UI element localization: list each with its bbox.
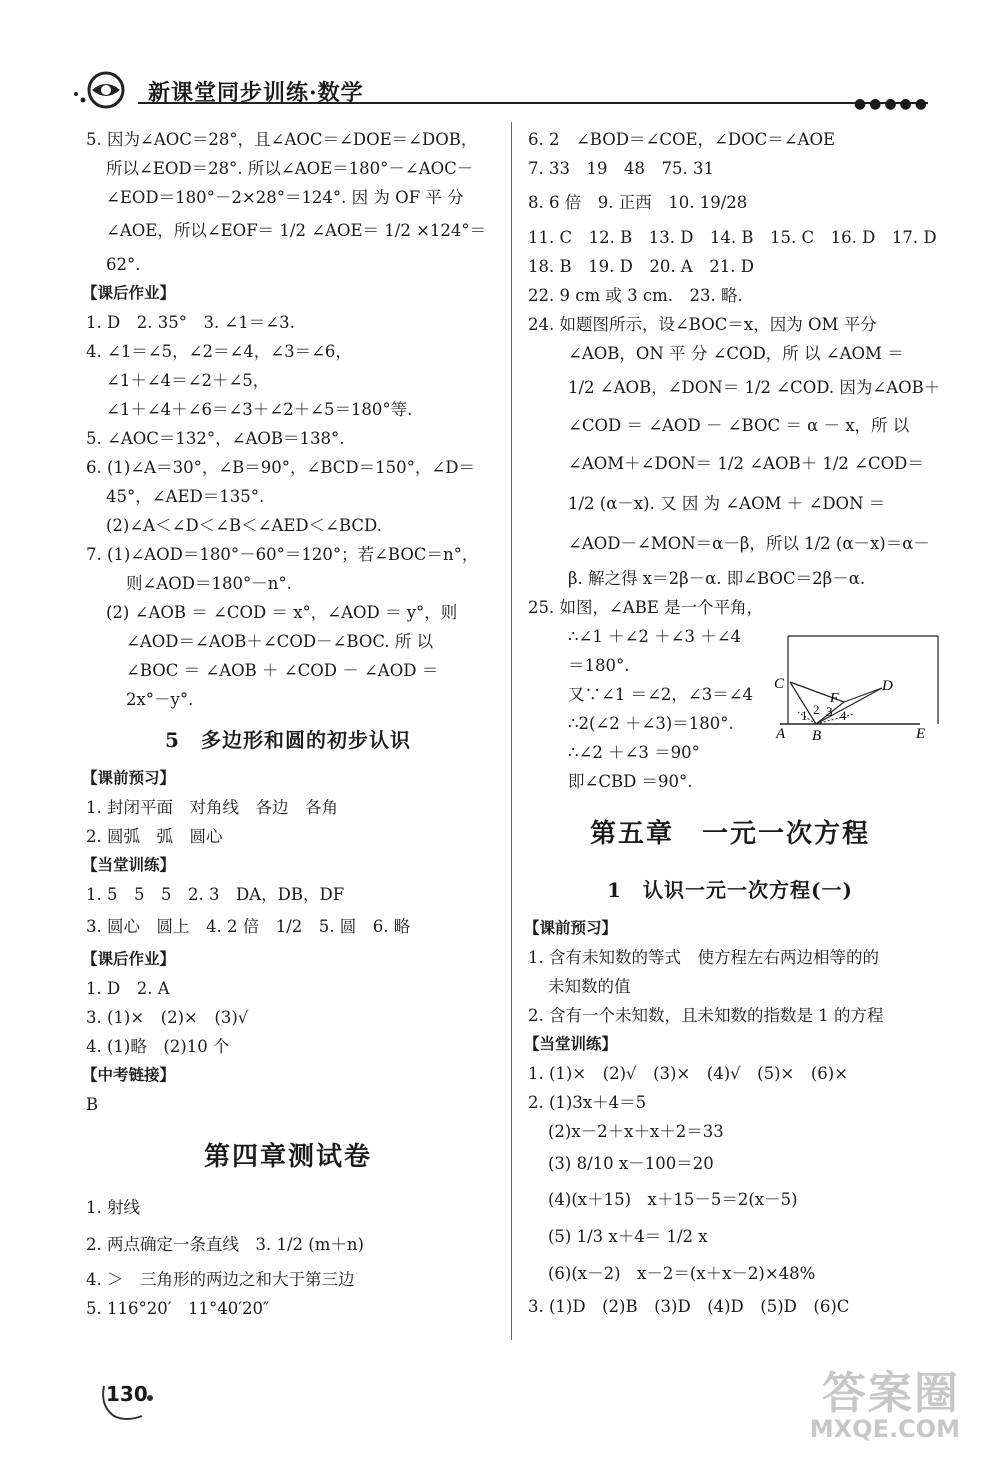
watermark-url: MXQE.COM [809,1415,960,1443]
header-dots: ●●●●● [853,96,930,112]
section-tag: 【当堂训练】 [82,856,176,874]
answer-line: 1. D 2. A [86,979,170,998]
answer-line: 未知数的值 [548,977,631,996]
answer-line: 则∠AOD＝180°－n°. [126,574,292,593]
answer-line: (2)x－2＋x＋x＋2＝33 [548,1122,724,1141]
answer-line: 7. 33 19 48 75. 31 [528,159,714,178]
page-number-badge [98,1376,158,1426]
answer-line: 3. (1)D (2)B (3)D (4)D (5)D (6)C [528,1297,850,1316]
answer-line: ∠AOE，所以∠EOF＝ 1/2 ∠AOE＝ 1/2 ×124°＝ [106,221,487,240]
answer-line: 即∠CBD ＝90°. [568,772,693,791]
answer-line: 4. ＞ 三角形的两边之和大于第三边 [86,1270,355,1289]
answer-line: (5) 1/3 x＋4＝ 1/2 x [548,1227,708,1246]
answer-line: (2)∠A＜∠D＜∠B＜∠AED＜∠BCD. [106,516,382,535]
answer-line: 8. 6 倍 9. 正西 10. 19/28 [528,193,748,212]
page-header [70,70,930,110]
fold-D [844,688,882,702]
answer-line: 1. 射线 [86,1198,140,1217]
answer-line: 5. ∠AOC＝132°，∠AOB＝138°. [86,429,345,448]
answer-line: β. 解之得 x＝2β－α. 即∠BOC＝2β－α. [568,569,866,588]
page-number: 130 [106,1382,148,1406]
answer-line: 4. (1)略 (2)10 个 [86,1037,230,1056]
answer-line: ＝180°. [568,656,630,675]
book-logo-icon [70,70,130,110]
label-C: C [774,676,785,692]
answer-line: 1. 5 5 5 2. 3 DA，DB，DF [86,885,345,904]
answer-line: 22. 9 cm 或 3 cm. 23. 略. [528,286,743,305]
label-F: F [830,691,839,706]
column-divider [511,122,512,1340]
angle-label-3: 3 [826,704,833,719]
header-rule [138,102,928,104]
answer-line: 18. B 19. D 20. A 21. D [528,257,754,276]
answer-line: 25. 如图，∠ABE 是一个平角， [528,598,764,617]
answer-line: ∠COD ＝ ∠AOD － ∠BOC ＝ α － x，所 以 [568,416,910,435]
answer-line: 1. 封闭平面 对角线 各边 各角 [86,798,338,817]
watermark [750,1357,960,1447]
answer-line: 62°. [106,255,141,274]
answer-line: (2) ∠AOB ＝ ∠COD ＝ x°，∠AOD ＝ y°，则 [106,603,458,622]
answer-line: 1/2 ∠AOB，∠DON＝ 1/2 ∠COD. 因为∠AOB＋ [568,378,941,397]
answer-line: 4. ∠1＝∠5，∠2＝∠4，∠3＝∠6， [86,342,352,361]
angle-label-2: 2 [813,702,820,717]
answer-line: ∠AOD－∠MON＝α－β，所以 1/2 (α－x)＝α－ [568,534,930,553]
chapter-heading: 第四章测试卷 [203,1142,372,1172]
answer-line: 又∵∠1 ＝∠2，∠3＝∠4 [568,685,754,704]
answer-line: 1. 含有未知数的等式 使方程左右两边相等的的 [528,948,879,967]
header-title: 新课堂同步训练·数学 [148,80,364,106]
section-tag: 【中考链接】 [82,1066,176,1084]
answer-line: ∠BOC ＝ ∠AOB ＋ ∠COD － ∠AOD ＝ [126,661,439,680]
answer-line: 1. D 2. 35° 3. ∠1＝∠3. [86,313,295,332]
answer-line: 11. C 12. B 13. D 14. B 15. C 16. D 17. D [528,228,937,247]
angle-figure [770,632,940,747]
left-column [82,125,490,1323]
answer-line: 6. (1)∠A＝30°，∠B＝90°，∠BCD＝150°，∠D＝ [86,458,475,477]
section-tag: 【课后作业】 [82,284,176,302]
answer-line: B [86,1095,99,1114]
label-A: A [776,726,786,742]
answer-line: ∠AOD＝∠AOB＋∠COD－∠BOC. 所 以 [126,632,434,651]
answer-line: 45°，∠AED＝135°. [106,487,265,506]
section-heading: 5 多边形和圆的初步认识 [165,728,411,752]
answer-line: 5. 116°20′ 11°40′20″ [86,1299,270,1318]
label-B: B [812,728,822,744]
answer-line: ∠1＋∠4＝∠2＋∠5， [106,371,270,390]
answer-line: 24. 如题图所示，设∠BOC＝x，因为 OM 平分 [528,315,877,334]
label-E: E [916,726,926,742]
watermark-title: 答案圈 [822,1368,960,1419]
answer-line: 所以∠EOD＝28°. 所以∠AOE＝180°－∠AOC－ [106,159,474,178]
answer-line: 3. 圆心 圆上 4. 2 倍 1/2 5. 圆 6. 略 [86,917,411,936]
answer-line: 2. 圆弧 弧 圆心 [86,827,223,846]
answer-line: (3) 8/10 x－100＝20 [548,1154,714,1173]
answer-line: ∠AOM＋∠DON＝ 1/2 ∠AOB＋ 1/2 ∠COD＝ [568,454,924,473]
answer-line: ∠EOD＝180°－2×28°＝124°. 因 为 OF 平 分 [106,188,464,207]
answer-line: 2. 两点确定一条直线 3. 1/2 (m＋n) [86,1235,364,1254]
answer-line: ∠1＋∠4＋∠6＝∠3＋∠2＋∠5＝180°等. [106,400,413,419]
answer-line: 2. 含有一个未知数，且未知数的指数是 1 的方程 [528,1006,884,1025]
answer-line: (6)(x－2) x－2＝(x＋x－2)×48% [548,1264,816,1283]
answer-line: 5. 因为∠AOC＝28°，且∠AOC＝∠DOE＝∠DOB， [86,130,478,149]
section-tag: 【课前预习】 [82,769,176,787]
answer-line: 3. (1)× (2)× (3)√ [86,1008,249,1027]
answer-line: 6. 2 ∠BOD＝∠COE，∠DOC＝∠AOE [528,130,836,149]
answer-line: 2x°－y°. [126,690,194,709]
section-tag: 【当堂训练】 [524,1035,618,1053]
answer-line: 1/2 (α－x). 又 因 为 ∠AOM ＋ ∠DON ＝ [568,494,886,513]
section-heading: 1 认识一元一次方程(一) [607,878,853,902]
angle-label-1: 1 [801,708,808,723]
label-D: D [882,678,893,694]
chapter-heading: 第五章 一元一次方程 [589,819,870,849]
answer-line: 1. (1)× (2)√ (3)× (4)√ (5)× (6)× [528,1064,849,1083]
answer-line: 7. (1)∠AOD＝180°－60°＝120°；若∠BOC＝n°， [86,545,479,564]
section-tag: 【课前预习】 [524,919,618,937]
answer-line: ∠AOB，ON 平 分 ∠COD，所 以 ∠AOM ＝ [568,344,904,363]
answer-line: ∴∠1 ＋∠2 ＋∠3 ＋∠4 [568,627,742,646]
answer-line: ∴2(∠2 ＋∠3)＝180°. [568,714,734,733]
angle-label-4: 4 [840,708,847,723]
answer-line: 2. (1)3x＋4＝5 [528,1093,647,1112]
answer-line: ∴∠2 ＋∠3 ＝90° [568,743,700,762]
answer-line: (4)(x＋15) x＋15－5＝2(x－5) [548,1190,798,1209]
section-tag: 【课后作业】 [82,950,176,968]
